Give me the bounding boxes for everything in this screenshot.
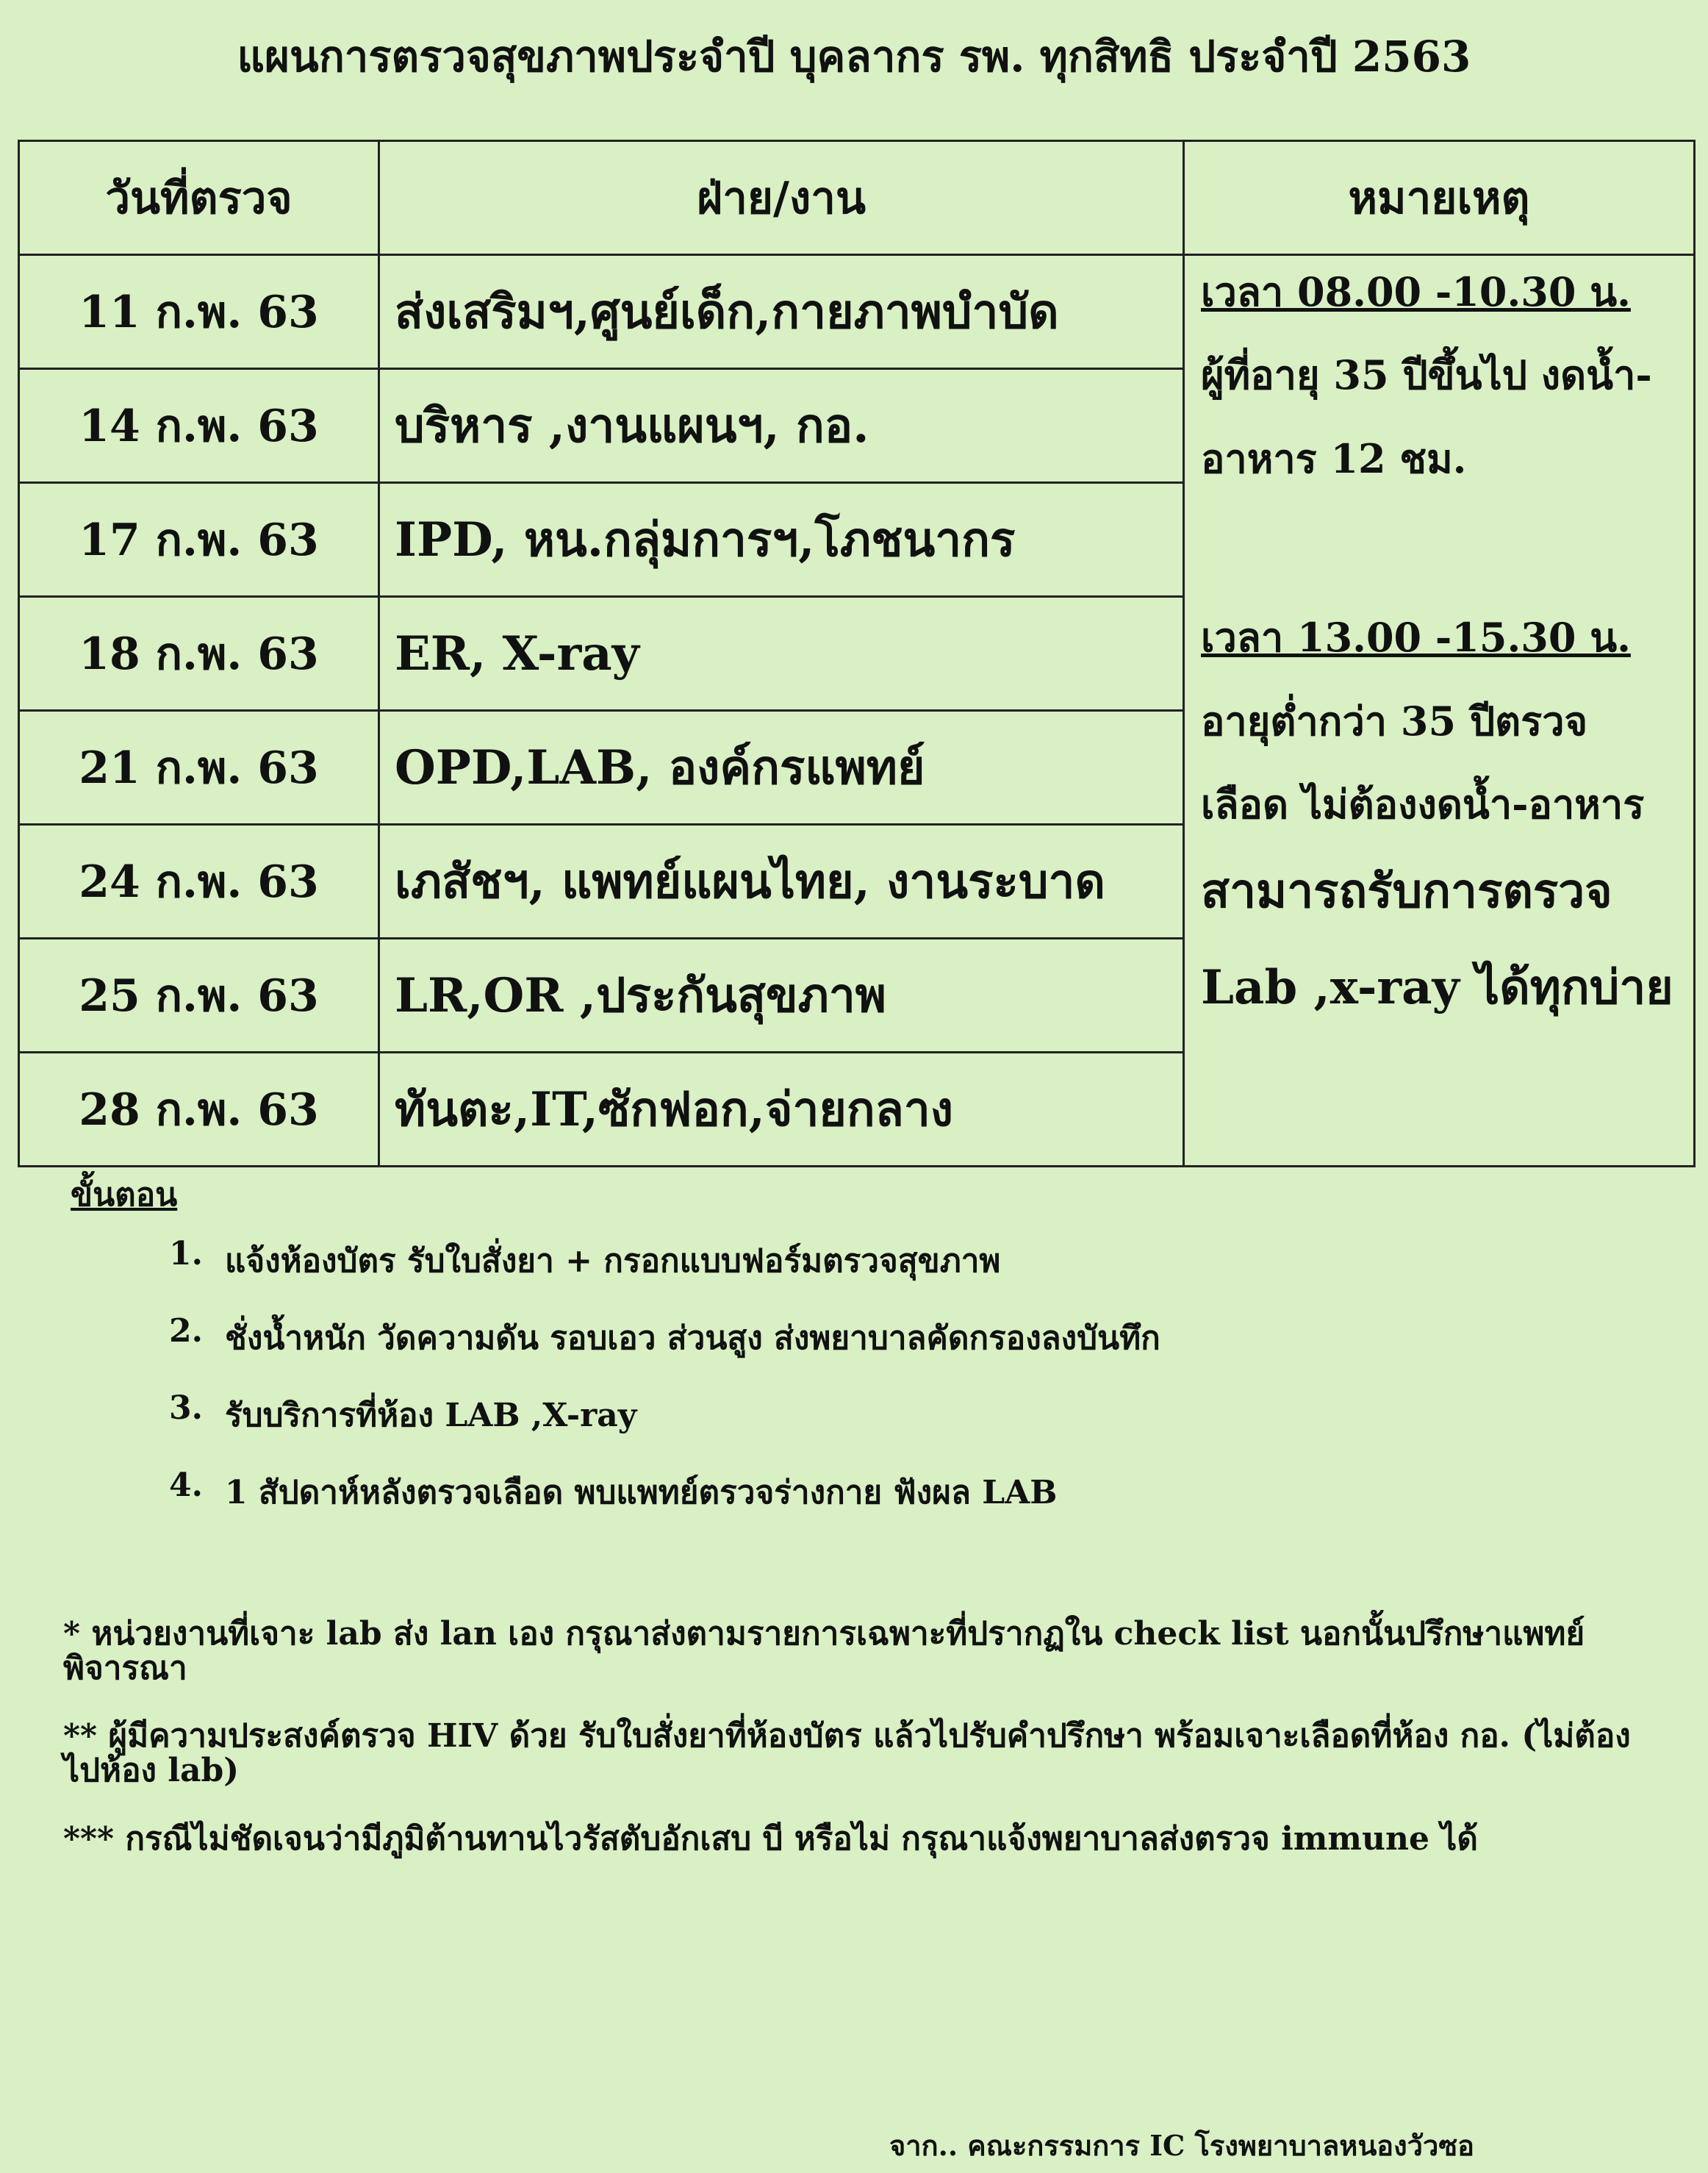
header-dept: ฝ่าย/งาน (379, 141, 1184, 255)
row-date: 24 ก.พ. 63 (19, 825, 379, 939)
remarks (63, 1617, 1651, 1890)
page-title: แผนการตรวจสุขภาพประจำปี บุคลากร รพ. ทุกสิทธิ ประจำปี 2563 (237, 32, 1471, 82)
schedule-table (18, 140, 1696, 1167)
row-dept: IPD, หน.กลุ่มการฯ,โภชนากร (379, 483, 1184, 597)
row-dept: ER, X-ray (379, 597, 1184, 711)
row-dept: เภสัชฯ, แพทย์แผนไทย, งานระบาด (379, 825, 1184, 939)
row-dept: ส่งเสริมฯ,ศูนย์เด็ก,กายภาพบำบัด (379, 255, 1184, 369)
morning-note-2: อาหาร 12 ชม. (1201, 434, 1467, 482)
notes-cell (1184, 255, 1695, 1167)
row-date: 11 ก.พ. 63 (19, 255, 379, 369)
remark-1: * หน่วยงานที่เจาะ lab ส่ง lan เอง กรุณาส่งตามรายการเฉพาะที่ปรากฏใน check list นอกนั้นปรึกษาแพทย์ พิจารณา (63, 1615, 1585, 1687)
header-notes: หมายเหตุ (1184, 141, 1695, 255)
steps-heading: ขั้นตอน (71, 1176, 178, 1214)
remark-3: *** กรณีไม่ชัดเจนว่ามีภูมิต้านทานไวรัสตับอักเสบ บี หรือไม่ กรุณาแจ้งพยาบาลส่งตรวจ immune ได้ (63, 1819, 1478, 1858)
step-text: แจ้งห้องบัตร รับใบสั่งยา + กรอกแบบฟอร์มตรวจสุขภาพ (225, 1242, 1001, 1280)
footer-signature: จาก.. คณะกรรมการ IC โรงพยาบาลหนองวัวซอ (889, 2129, 1474, 2162)
table-header-row (19, 141, 1695, 255)
step-number: 2. (169, 1312, 203, 1350)
row-date: 21 ก.พ. 63 (19, 711, 379, 825)
afternoon-time: เวลา 13.00 -15.30 น. (1201, 614, 1631, 662)
afternoon-note-2: เลือด ไม่ต้องงดน้ำ-อาหาร (1201, 780, 1645, 828)
steps-list (169, 1235, 1160, 1544)
step-number: 4. (169, 1467, 203, 1504)
step-text: ชั่งน้ำหนัก วัดความดัน รอบเอว ส่วนสูง ส่งพยาบาลคัดกรองลงบันทึก (225, 1320, 1160, 1357)
remark-2: ** ผู้มีความประสงค์ตรวจ HIV ด้วย รับใบสั่งยาที่ห้องบัตร แล้วไปรับคำปรึกษา พร้อมเจาะเลือดที่ห้อง กอ. (ไม่ต้องไปห้อง lab) (63, 1717, 1631, 1789)
afternoon-note-1: อายุต่ำกว่า 35 ปีตรวจ (1201, 697, 1588, 745)
header-date: วันที่ตรวจ (19, 141, 379, 255)
row-dept: OPD,LAB, องค์กรแพทย์ (379, 711, 1184, 825)
step-text: 1 สัปดาห์หลังตรวจเลือด พบแพทย์ตรวจร่างกาย ฟังผล LAB (225, 1474, 1058, 1511)
row-dept: LR,OR ,ประกันสุขภาพ (379, 939, 1184, 1053)
row-date: 17 ก.พ. 63 (19, 483, 379, 597)
morning-note-1: ผู้ที่อายุ 35 ปีขึ้นไป งดน้ำ- (1201, 351, 1652, 399)
step-number: 3. (169, 1389, 203, 1427)
row-dept: บริหาร ,งานแผนฯ, กอ. (379, 369, 1184, 483)
step-number: 1. (169, 1235, 203, 1272)
afternoon-note-3: สามารถรับการตรวจ (1201, 864, 1612, 920)
row-date: 14 ก.พ. 63 (19, 369, 379, 483)
list-item (169, 1467, 1160, 1544)
row-date: 28 ก.พ. 63 (19, 1053, 379, 1167)
list-item (169, 1312, 1160, 1389)
row-date: 25 ก.พ. 63 (19, 939, 379, 1053)
list-item (169, 1235, 1160, 1312)
row-dept: ทันตะ,IT,ซักฟอก,จ่ายกลาง (379, 1053, 1184, 1167)
list-item (169, 1389, 1160, 1467)
row-date: 18 ก.พ. 63 (19, 597, 379, 711)
morning-time: เวลา 08.00 -10.30 น. (1201, 268, 1631, 315)
afternoon-note-4: Lab ,x-ray ได้ทุกบ่าย (1201, 959, 1673, 1015)
table-row (19, 255, 1695, 369)
step-text: รับบริการที่ห้อง LAB ,X-ray (225, 1397, 637, 1434)
